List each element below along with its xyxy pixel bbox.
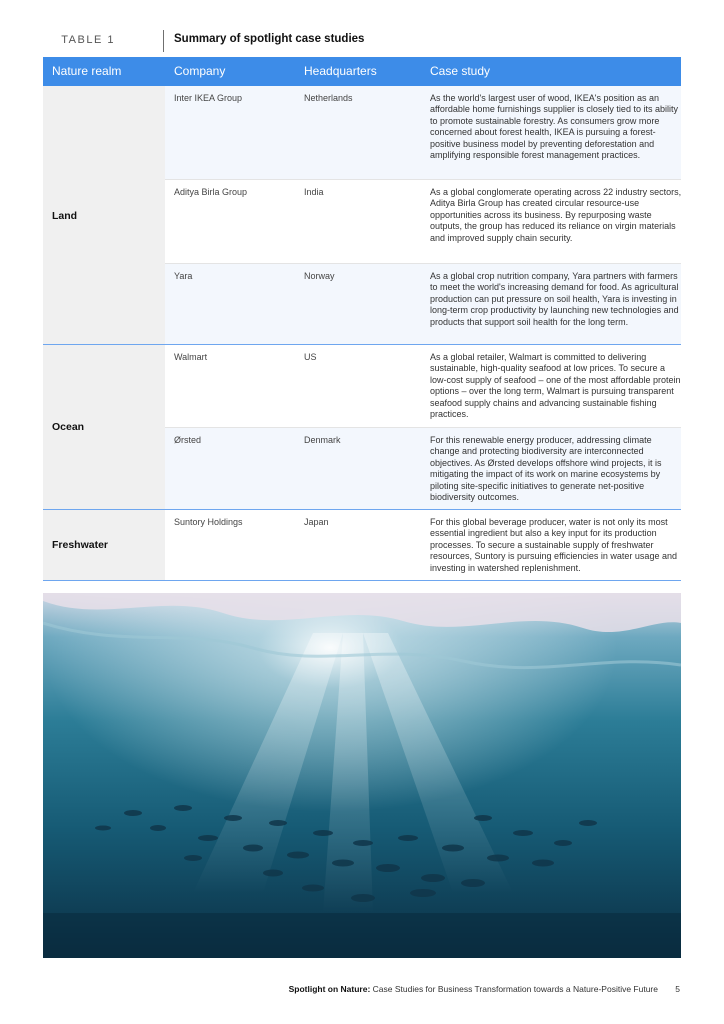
footer-text <box>289 984 658 994</box>
realm-group-land <box>43 86 681 345</box>
table-title <box>43 30 681 52</box>
realm-label: Land <box>52 210 78 222</box>
table-label: TABLE 1 <box>61 34 115 46</box>
realm-group-freshwater <box>43 510 681 581</box>
title-divider <box>163 30 164 52</box>
realm-cell <box>43 345 165 509</box>
table-row <box>165 510 681 580</box>
company-cell: Walmart <box>174 352 208 362</box>
headquarters-cell: Japan <box>304 517 329 527</box>
realm-cell <box>43 510 165 580</box>
realm-label: Freshwater <box>52 539 109 551</box>
company-cell: Suntory Holdings <box>174 517 243 527</box>
headquarters-cell: Netherlands <box>304 93 353 103</box>
table-row <box>165 427 681 509</box>
header-case-study: Case study <box>430 64 491 78</box>
table-header-row <box>43 57 681 86</box>
table-row <box>165 263 681 344</box>
header-headquarters: Headquarters <box>304 64 377 78</box>
table-row <box>165 179 681 263</box>
table-caption: Summary of spotlight case studies <box>174 33 365 45</box>
realm-group-ocean <box>43 345 681 510</box>
header-company: Company <box>174 64 226 78</box>
footer-publication-title: Spotlight on Nature: <box>288 984 371 994</box>
case-study-cell: For this renewable energy producer, addressing climate change and protecting biodiversity are interconnected objectives. As Ørsted develops offshore wind projects, it is mitigating the impact of its work on marine ecosystems by piloting site-specific initiatives to generate net-positive biodiversity outcomes. <box>430 435 662 503</box>
headquarters-cell: Norway <box>304 271 335 281</box>
table-row <box>165 345 681 427</box>
company-cell: Inter IKEA Group <box>174 93 243 103</box>
case-study-table <box>43 57 681 581</box>
footer-subtitle: Case Studies for Business Transformation towards a Nature-Positive Future <box>370 984 658 994</box>
headquarters-cell: India <box>304 187 324 197</box>
company-cell: Aditya Birla Group <box>174 187 248 197</box>
case-study-cell: As a global crop nutrition company, Yara partners with farmers to meet the world's increasing demand for food. As agricultural production can put pressure on soil health, Yara is investing in long-term crop productivity by launching new technologies and products that support soil health for the long term. <box>430 271 679 327</box>
company-cell: Yara <box>174 271 193 281</box>
realm-cell <box>43 86 165 344</box>
realm-label: Ocean <box>52 421 85 433</box>
case-study-cell: As a global conglomerate operating across 22 industry sectors, Aditya Birla Group has created circular resource-use opportunities across its business. By repurposing waste outputs, the group has reduced its reliance on virgin materials and improved supply chain security. <box>430 187 682 243</box>
page-footer <box>0 984 724 998</box>
headquarters-cell: US <box>304 352 317 362</box>
company-cell: Ørsted <box>174 435 202 445</box>
underwater-fish-photo <box>43 593 681 958</box>
table-row <box>165 86 681 179</box>
case-study-cell: As a global retailer, Walmart is committed to delivering sustainable, high-quality seafood at low prices. To secure a low-cost supply of seafood – one of the most affordable protein options – over the long term, Walmart is pursuing transparent seafood supply chains and advancing sustainable fishing practices. <box>430 352 681 420</box>
header-nature-realm: Nature realm <box>52 64 122 78</box>
case-study-cell: For this global beverage producer, water is not only its most essential ingredient but also a key input for its production processes. To secure a sustainable supply of freshwater resources, Suntory is pursuing efficiencies in water usage and investing in watershed replenishment. <box>430 517 677 573</box>
page-number: 5 <box>675 984 680 994</box>
headquarters-cell: Denmark <box>304 435 341 445</box>
case-study-cell: As the world's largest user of wood, IKEA's position as an affordable home furnishings supplier is closely tied to its ability to promote sustainable forestry. As consumers grow more concerned about forest health, IKEA is pursuing a forest-positive business model by preventing deforestation and amplifying responsible forest management practices. <box>430 93 678 161</box>
